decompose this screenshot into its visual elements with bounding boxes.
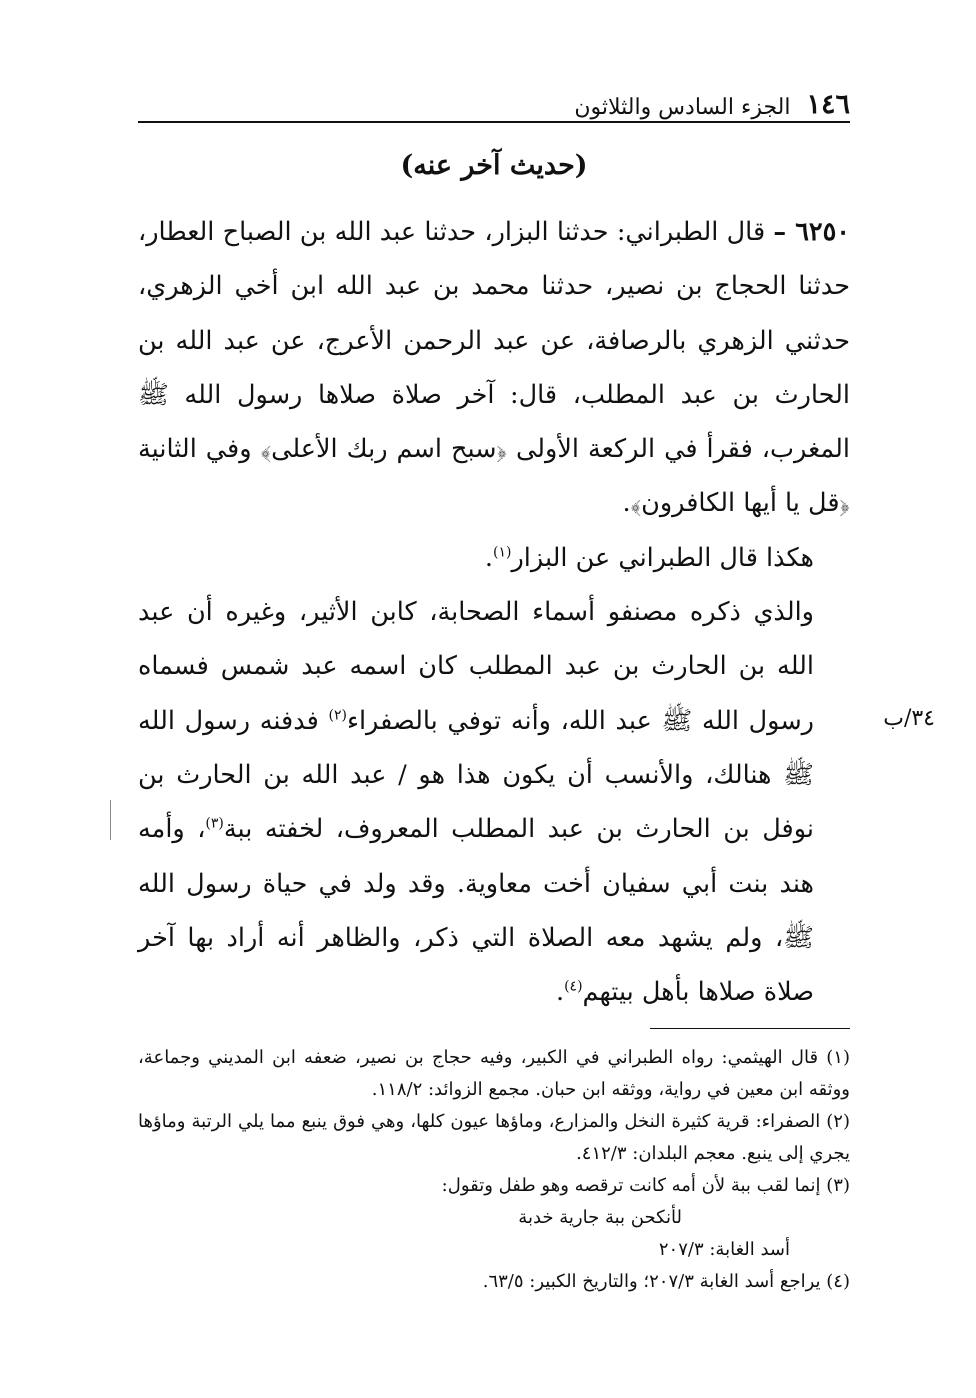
footnote-rule	[650, 1028, 850, 1029]
margin-note: ٣٤/ب	[883, 706, 935, 731]
footnote-ref-4[interactable]: (٤)	[564, 978, 583, 995]
hadith-paragraph	[138, 205, 850, 531]
margin-mark	[110, 800, 111, 840]
footnote-1: (١) قال الهيثمي: رواه الطبراني في الكبير، وفيه حجاج بن نصير، ضعفه ابن المديني وجماعة، ووثقه ابن معين في رواية، ووثقه ابن حبان. مجمع الزوائد: ١١٨/٢.	[138, 1047, 850, 1100]
commentary-paragraph: هكذا قال الطبراني عن البزار$^{(١)}$.	[484, 542, 814, 573]
running-head	[138, 72, 850, 120]
footnote-ref-3[interactable]: (٣)	[205, 815, 224, 832]
footnote-ref-2[interactable]: (٢)	[328, 707, 347, 724]
discussion-paragraph	[138, 585, 850, 1019]
main-text	[138, 205, 850, 1019]
hadith-heading: (حديث آخر عنه)	[400, 150, 588, 181]
volume-title: الجزء السادس والثلاثون	[574, 95, 791, 120]
discussion-text-1: والذي ذكره مصنفو أسماء الصحابة، كابن الأثير، وغيره أن عبد الله بن الحارث بن عبد المطلب كان اسمه عبد شمس فسماه رسول الله ﷺ عبد الله، وأنه توفي بالصفراء	[138, 597, 815, 736]
footnote-3-verse: لأنكحن ببة جارية خدبة	[518, 1207, 682, 1228]
footnote-2: (٢) الصفراء: قرية كثيرة النخل والمزارع، وماؤها عيون كلها، وهي فوق ينبع مما يلي الرتبة وماؤها يجري إلى ينبع. معجم البلدان: ٤١٢/٣.	[138, 1111, 850, 1164]
footnote-4: (٤) يراجع أسد الغابة ٢٠٧/٣؛ والتاريخ الكبير: ٦٣/٥.	[482, 1271, 850, 1292]
hadith-number: ٦٢٥٠ –	[773, 217, 850, 247]
discussion-text-4: .	[555, 977, 565, 1008]
page-number: ١٤٦	[806, 89, 850, 120]
footnote-3: (٣) إنما لقب ببة لأن أمه كانت ترقصه وهو طفل وتقول:	[441, 1175, 850, 1196]
hadith-text: قال الطبراني: حدثنا البزار، حدثنا عبد الله بن الصباح العطار، حدثنا الحجاج بن نصير، حدثنا محمد بن عبد الله ابن أخي الزهري، حدثني الزهري بالرصافة، عن عبد الرحمن الأعرج، عن عبد الله بن الحارث بن عبد المطلب، قال: آخر صلاة صلاها رسول الله ﷺ المغرب، فقرأ في الركعة الأولى ﴿سبح اسم ربك الأعلى﴾ وفي الثانية ﴿قل يا أيها الكافرون﴾.	[138, 217, 850, 519]
footnote-3-source: أسد الغابة: ٢٠٧/٣	[658, 1239, 790, 1260]
commentary-text: هكذا قال الطبراني عن البزار	[511, 542, 814, 573]
header-rule	[138, 121, 850, 123]
discussion-text-2: فدفنه رسول الله ﷺ هنالك، والأنسب أن يكون هذا هو / عبد الله بن الحارث بن نوفل بن الحارث بن عبد المطلب المعروف، لخفته ببة	[138, 705, 814, 845]
footnote-ref-1[interactable]: (١)	[493, 544, 512, 561]
footnotes	[138, 1042, 850, 1298]
discussion-text-3: ، وأمه هند بنت أبي سفيان أخت معاوية. وقد ولد في حياة رسول الله ﷺ، ولم يشهد معه الصلاة التي ذكر، والظاهر أنه أراد بها آخر صلاة صلاها بأهل بيتهم	[138, 814, 814, 1008]
